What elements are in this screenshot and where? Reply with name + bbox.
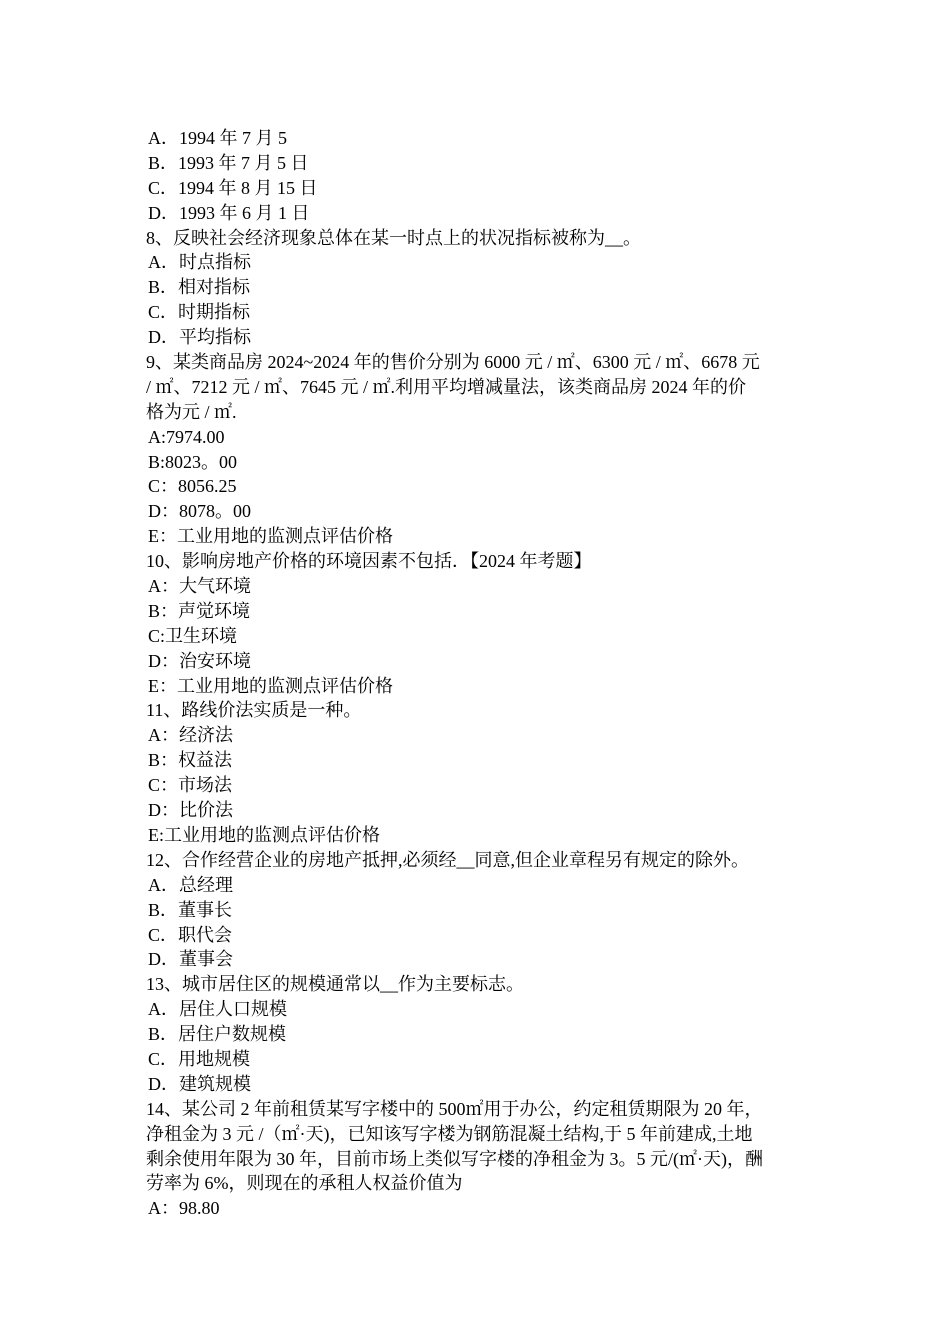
answer-option: B:8023。00 xyxy=(148,451,238,472)
answer-option: A：经济法 xyxy=(148,725,233,746)
answer-option: D．建筑规模 xyxy=(148,1073,251,1094)
answer-option: A．总经理 xyxy=(148,874,233,895)
question-text-line: 净租金为 3 元 /（㎡·天)，已知该写字楼为钢筋混凝土结构,于 5 年前建成,土地 xyxy=(146,1123,753,1144)
question-text-line: 8、反映社会经济现象总体在某一时点上的状况指标被称为__。 xyxy=(146,227,641,248)
question-text-line: 14、某公司 2 年前租赁某写字楼中的 500㎡用于办公，约定租赁期限为 20 年， xyxy=(146,1098,763,1119)
document-body xyxy=(146,126,810,1221)
question-text-line: 劳率为 6%，则现在的承租人权益价值为 xyxy=(146,1173,463,1194)
answer-option: D：治安环境 xyxy=(148,650,251,671)
answer-option: D：8078。00 xyxy=(148,501,251,522)
answer-option: A．1994 年 7 月 5 xyxy=(148,128,287,148)
answer-option: D．平均指标 xyxy=(148,327,251,348)
question-text-line: 13、城市居住区的规模通常以__作为主要标志。 xyxy=(146,974,524,995)
answer-option: C：8056.25 xyxy=(148,476,237,497)
answer-option: C．时期指标 xyxy=(148,302,251,323)
answer-option: D．1993 年 6 月 1 日 xyxy=(148,202,310,223)
question-text-line: 12、合作经营企业的房地产抵押,必须经__同意,但企业章程另有规定的除外。 xyxy=(146,849,749,870)
answer-option: D：比价法 xyxy=(148,800,233,821)
answer-option: B：声觉环境 xyxy=(148,600,251,621)
answer-option: A：98.80 xyxy=(148,1198,220,1219)
question-text-line: 10、影响房地产价格的环境因素不包括．【2024 年考题】 xyxy=(146,551,592,572)
answer-option: B．董事长 xyxy=(148,899,233,920)
answer-option: C．1994 年 8 月 15 日 xyxy=(148,177,318,198)
question-text-line: 9、某类商品房 2024~2024 年的售价分别为 6000 元 / ㎡、6300 元 / ㎡、6678 元 xyxy=(146,352,760,373)
answer-option: A：大气环境 xyxy=(148,576,251,597)
answer-option: D．董事会 xyxy=(148,949,233,970)
answer-option: B：权益法 xyxy=(148,750,233,771)
question-text-line: 格为元 / ㎡. xyxy=(146,401,237,422)
answer-option: C．用地规模 xyxy=(148,1048,251,1069)
answer-option: A:7974.00 xyxy=(148,426,225,447)
answer-option: C:卫生环境 xyxy=(148,625,238,646)
answer-option: E：工业用地的监测点评估价格 xyxy=(148,526,393,547)
answer-option: E：工业用地的监测点评估价格 xyxy=(148,675,393,696)
answer-option: E:工业用地的监测点评估价格 xyxy=(148,824,380,845)
answer-option: B．居住户数规模 xyxy=(148,1024,287,1045)
answer-option: B．1993 年 7 月 5 日 xyxy=(148,152,309,173)
question-text-line: / ㎡、7212 元 / ㎡、7645 元 / ㎡.利用平均增减量法，该类商品房 2024 年的价 xyxy=(146,376,747,397)
answer-option: C：市场法 xyxy=(148,775,233,796)
question-text-line: 剩余使用年限为 30 年，目前市场上类似写字楼的净租金为 3。5 元/(㎡·天)，酬 xyxy=(146,1148,763,1169)
answer-option: B．相对指标 xyxy=(148,277,251,298)
answer-option: A．时点指标 xyxy=(148,252,251,273)
answer-option: A．居住人口规模 xyxy=(148,999,287,1020)
question-text-line: 11、路线价法实质是一种。 xyxy=(146,700,362,721)
answer-option: C．职代会 xyxy=(148,924,233,945)
